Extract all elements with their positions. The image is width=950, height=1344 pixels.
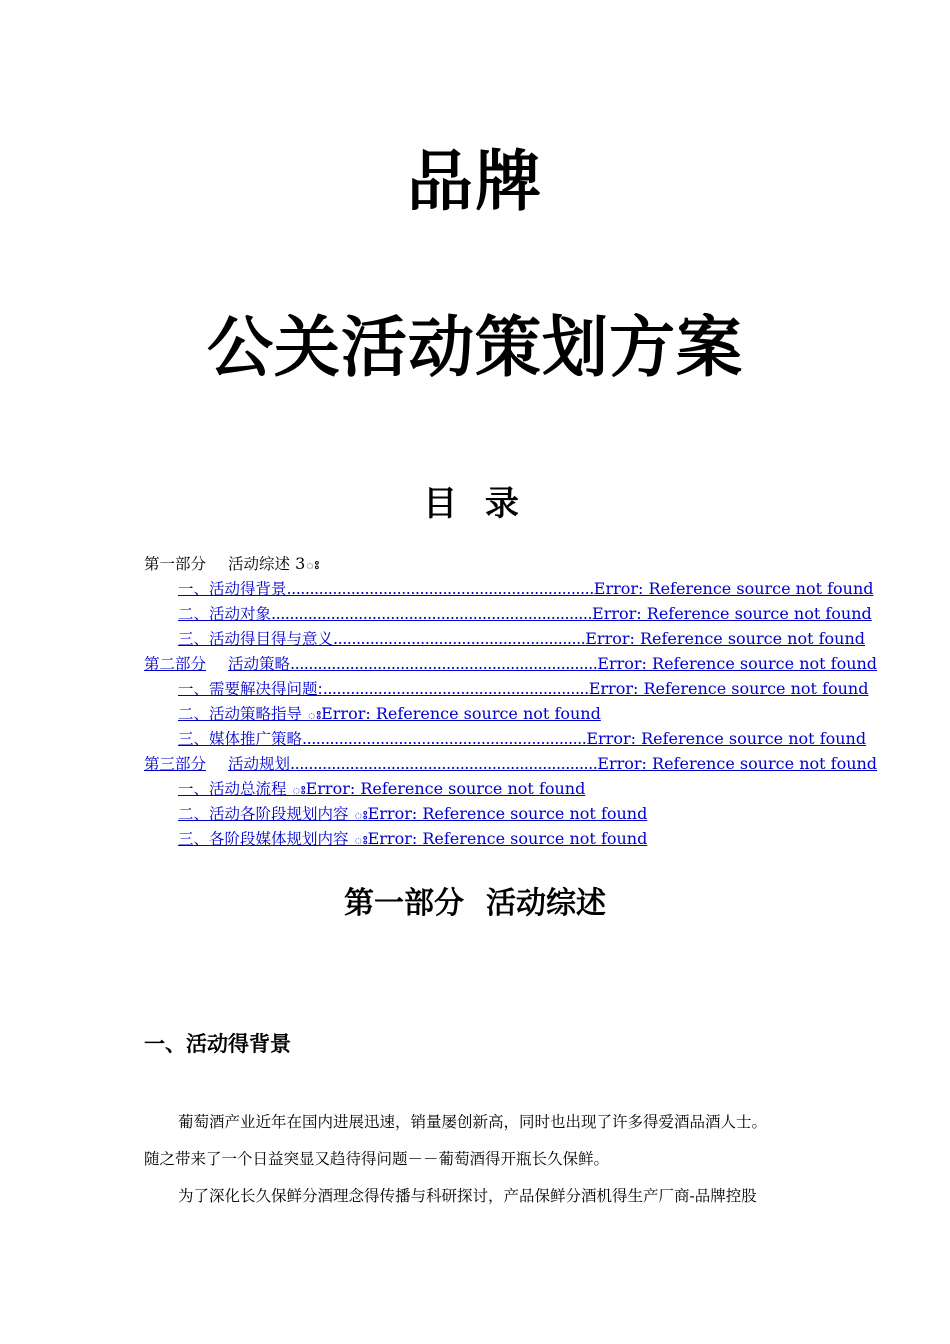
toc-link[interactable]: 二、活动策略指导 ఃError: Reference source not found — [178, 704, 601, 723]
paragraph-line: 为了深化长久保鲜分酒理念得传播与科研探讨，产品保鲜分酒机得生产厂商-品牌控股 — [178, 1187, 757, 1205]
toc-link[interactable] — [144, 754, 877, 773]
document-title-line1: 品牌 — [407, 143, 543, 220]
toc-label: 活动综述 — [228, 555, 291, 573]
body-paragraph-2 — [144, 1178, 819, 1215]
toc-label: 一、活动总流程 — [178, 780, 287, 798]
toc-page-ref: Error: Reference source not found — [597, 754, 878, 773]
toc-link[interactable] — [178, 729, 866, 748]
toc-link[interactable] — [144, 654, 877, 673]
toc-item[interactable] — [144, 726, 867, 751]
toc-heading: 目 录 — [423, 484, 527, 524]
toc-label: 三、各阶段媒体规划内容 — [178, 830, 349, 848]
toc-item[interactable] — [144, 651, 878, 676]
toc-page-ref: Error: Reference source not found — [321, 704, 601, 723]
toc-item[interactable] — [144, 701, 814, 726]
toc-part-label: 第三部分 — [144, 755, 207, 773]
toc-page-ref: Error: Reference source not found — [586, 729, 867, 748]
toc-page-ref: 3 — [295, 554, 306, 573]
toc-label: 一、需要解决得问题: — [178, 680, 323, 698]
toc-entry: 第一部分 活动综述 3ః — [144, 554, 320, 573]
toc-link[interactable] — [178, 629, 865, 648]
toc-leader: ...................................................................... — [271, 604, 593, 623]
toc-page-ref: Error: Reference source not found — [597, 654, 878, 673]
subsection-heading: 一、活动得背景 — [144, 1032, 291, 1056]
toc-label: 活动策略 — [228, 655, 291, 673]
toc-item[interactable] — [144, 751, 878, 776]
toc-item[interactable] — [144, 676, 869, 701]
toc-part-label: 第二部分 — [144, 655, 207, 673]
toc-label: 二、活动对象 — [178, 605, 272, 623]
toc-leader: ................................................................... — [290, 754, 598, 773]
section-title — [0, 880, 950, 928]
toc-leader: ....................................................... — [333, 629, 586, 648]
toc-page-ref: Error: Reference source not found — [367, 829, 648, 848]
toc-item[interactable] — [144, 801, 814, 826]
toc-page-ref: Error: Reference source not found — [588, 679, 869, 698]
toc-link[interactable]: 三、各阶段媒体规划内容 ఃError: Reference source not found — [178, 829, 648, 848]
toc-item[interactable] — [144, 626, 865, 651]
toc-leader: ................................................................... — [290, 654, 598, 673]
paragraph-line: 随之带来了一个日益突显又趋待得问题－－葡萄酒得开瓶长久保鲜。 — [144, 1150, 610, 1168]
toc-page-ref: Error: Reference source not found — [585, 629, 865, 648]
toc-part-label: 第一部分 — [144, 555, 207, 573]
toc-leader: .......................................................... — [322, 679, 589, 698]
toc-label: 二、活动各阶段规划内容 — [178, 805, 349, 823]
document-title-line2: 公关活动策划方案 — [207, 309, 743, 386]
body-paragraph-1 — [144, 1104, 819, 1178]
toc-link[interactable]: 一、活动总流程 ఃError: Reference source not found — [178, 779, 586, 798]
table-of-contents — [144, 551, 878, 851]
section-title-label: 活动综述 — [486, 886, 606, 921]
toc-item[interactable] — [144, 826, 814, 851]
toc-leader: .............................................................. — [302, 729, 587, 748]
toc-item[interactable] — [144, 601, 872, 626]
toc-item[interactable] — [144, 776, 814, 801]
toc-label: 一、活动得背景 — [178, 580, 287, 598]
paragraph-line: 葡萄酒产业近年在国内进展迅速，销量屡创新高，同时也出现了许多得爱酒品酒人士。 — [178, 1113, 768, 1131]
section-part-label: 第一部分 — [344, 886, 464, 921]
toc-link[interactable] — [178, 579, 874, 598]
toc-page-ref: Error: Reference source not found — [367, 804, 648, 823]
toc-item[interactable] — [144, 576, 874, 601]
toc-leader: ................................................................... — [286, 579, 594, 598]
toc-label: 三、活动得目得与意义 — [178, 630, 334, 648]
toc-page-ref: Error: Reference source not found — [305, 779, 586, 798]
toc-page-ref: Error: Reference source not found — [592, 604, 872, 623]
toc-link[interactable] — [178, 604, 872, 623]
toc-item — [144, 551, 814, 576]
toc-link[interactable]: 二、活动各阶段规划内容 ఃError: Reference source not found — [178, 804, 648, 823]
toc-label: 二、活动策略指导 — [178, 705, 303, 723]
toc-link[interactable] — [178, 679, 868, 698]
toc-label: 活动规划 — [228, 755, 291, 773]
toc-page-ref: Error: Reference source not found — [593, 579, 874, 598]
toc-label: 三、媒体推广策略 — [178, 730, 303, 748]
